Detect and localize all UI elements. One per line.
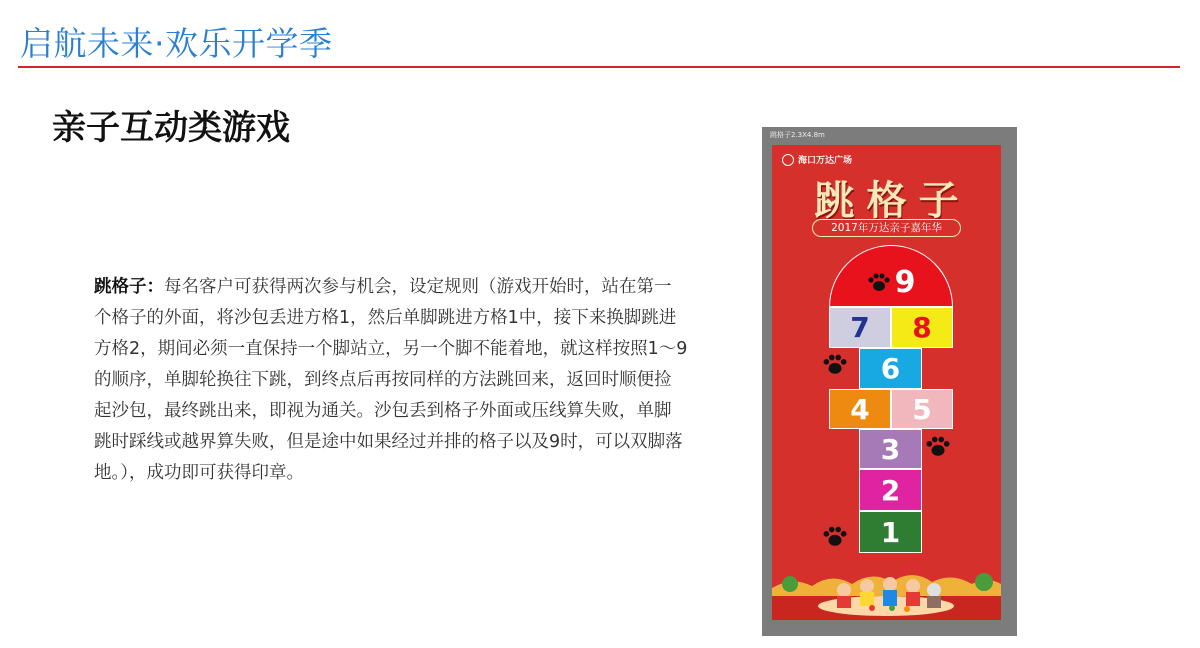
hopscotch-cell-8-label: 8: [912, 311, 932, 344]
header-divider: [18, 66, 1180, 68]
poster-title: 跳格子: [814, 177, 971, 224]
hopscotch-cell-6-label: 6: [880, 352, 901, 385]
hopscotch-cell-8: [891, 307, 953, 348]
hopscotch-cell-1: [859, 511, 922, 553]
poster-brand-text: 海口万达广场: [798, 156, 853, 166]
hopscotch-cell-1-label: 1: [880, 515, 901, 549]
page-header-title: 启航未来·欢乐开学季: [20, 24, 333, 63]
hopscotch-cell-7: [829, 307, 891, 348]
hopscotch-cell-9: [829, 245, 953, 307]
hopscotch-cell-9-label: 9: [894, 264, 916, 300]
game-description-text: 每名客户可获得两次参与机会，设定规则（游戏开始时，站在第一个格子的外面，将沙包丢进方格1，然后单脚跳进方格1中，接下来换脚跳进方格2，期间必须一直保持一个脚站立，另一个脚不能着地，就这样按照1～9的顺序，单脚轮换往下跳，到终点后再按同样的方法跳回来，返回时顺便捡起沙包，最终跳出来，即视为通关。沙包丢到格子外面或压线算失败，单脚跳时踩线或越界算失败，但是途中如果经过并排的格子以及9时，可以双脚落地。），成功即可获得印章。: [94, 277, 688, 483]
hopscotch-cell-3-label: 3: [880, 432, 901, 466]
wanda-logo-icon: [782, 154, 794, 166]
hopscotch-poster: [762, 127, 1017, 636]
family-festival-illustration: [772, 562, 1001, 620]
hopscotch-cell-4-label: 4: [850, 392, 870, 426]
paw-print-icon: [925, 435, 951, 457]
paw-print-icon: [867, 272, 891, 292]
section-title: 亲子互动类游戏: [52, 108, 290, 148]
poster-subtitle: 2017年万达亲子嘉年华: [812, 219, 961, 237]
poster-size-caption: 跳格子2.3X4.8m: [770, 131, 825, 139]
game-description-label: 跳格子：: [94, 277, 164, 297]
paw-print-icon: [822, 525, 848, 547]
poster-brand: [782, 153, 852, 166]
hopscotch-cell-5-label: 5: [912, 392, 932, 426]
hopscotch-cell-3: [859, 429, 922, 469]
game-description: [94, 272, 688, 489]
hopscotch-cell-2: [859, 469, 922, 511]
hopscotch-cell-6: [859, 348, 922, 389]
hopscotch-cell-4: [829, 389, 891, 429]
hopscotch-cell-2-label: 2: [880, 473, 901, 507]
poster-artwork: [772, 145, 1001, 620]
hopscotch-cell-5: [891, 389, 953, 429]
hopscotch-cell-7-label: 7: [850, 311, 870, 344]
paw-print-icon: [822, 353, 848, 375]
